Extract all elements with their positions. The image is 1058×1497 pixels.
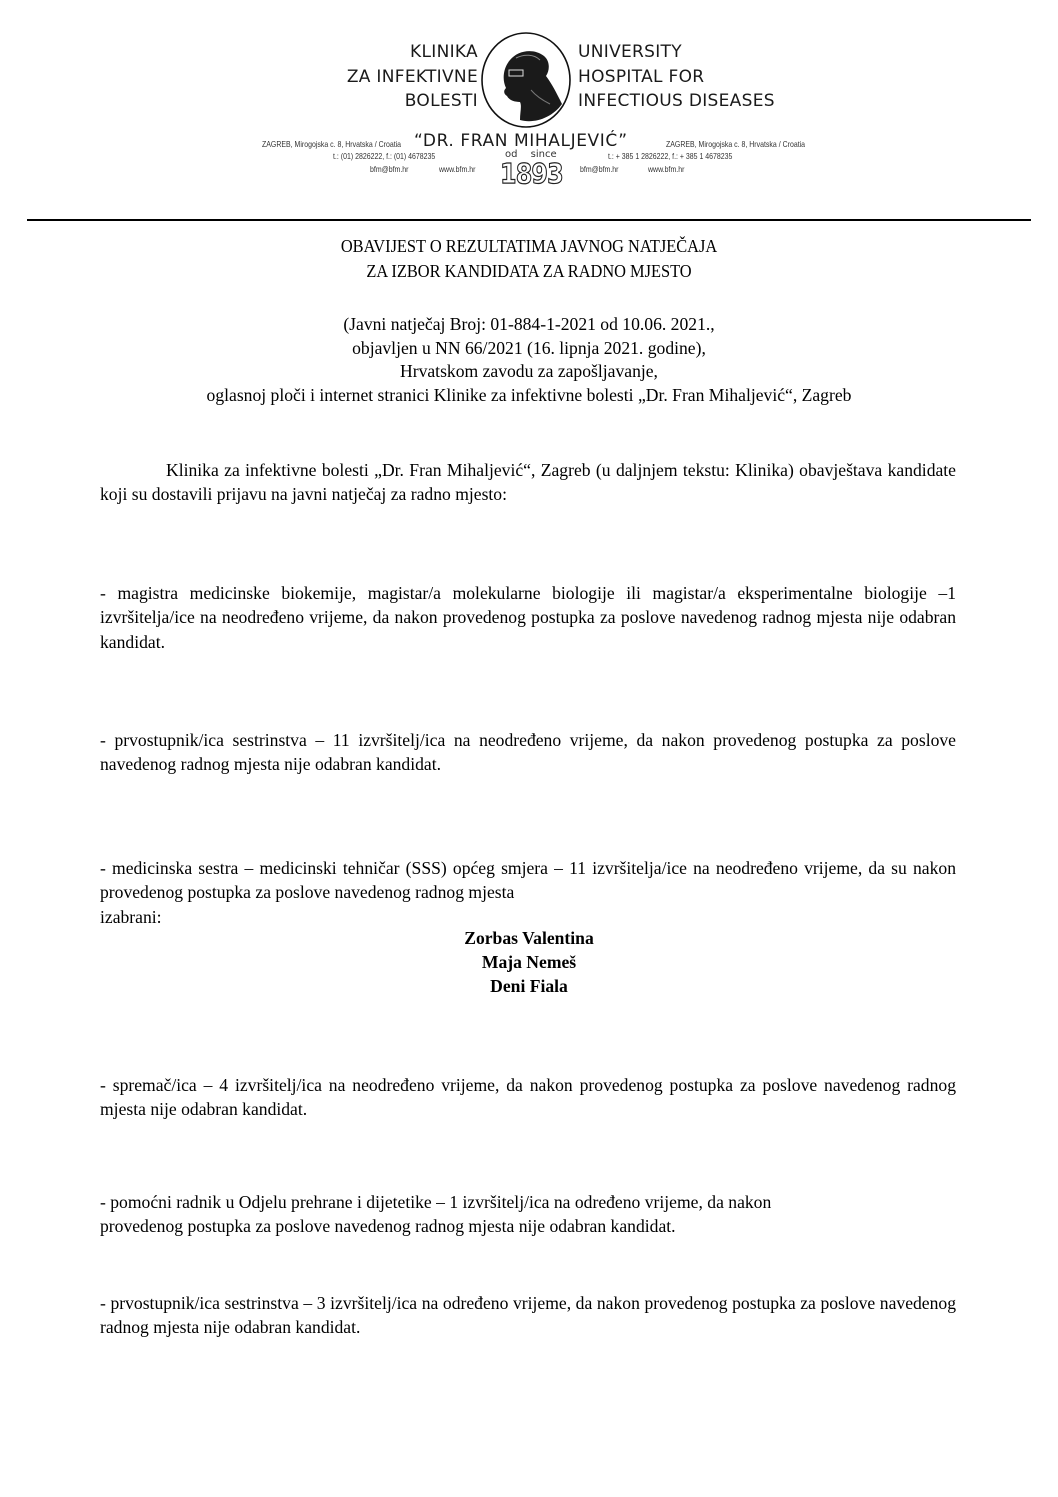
candidate-name: Deni Fiala: [490, 976, 568, 996]
letterhead-right-name: [578, 40, 838, 114]
right-phone: t.: + 385 1 2826222, f.: + 385 1 4678235: [608, 151, 733, 161]
header-divider: [27, 219, 1031, 221]
intro-paragraph: Klinika za infektivne bolesti „Dr. Fran Mihaljević“, Zagreb (u daljnjem tekstu: Klinika) obavještava kandidate koji su dostavili prijavu na javni natječaj za radno mjesto:: [100, 460, 956, 505]
candidate-name: Maja Nemeš: [481, 952, 577, 972]
position-item: - prvostupnik/ica sestrinstva – 3 izvršitelj/ica na određeno vrijeme, da nakon provedenog postupka za poslove navedenog radnog mjesta nije odabran kandidat.: [100, 1293, 956, 1338]
meta-line: (Javni natječaj Broj: 01-884-1-2021 od 10.06. 2021.,: [343, 314, 715, 334]
left-phone: t.: (01) 2826222, f.: (01) 4678235: [333, 151, 436, 161]
candidate-name: Zorbas Valentina: [464, 928, 594, 948]
position-item-text: - pomoćni radnik u Odjelu prehrane i dijetetike – 1 izvršitelj/ica na određeno vrijeme, da nakon: [100, 1192, 772, 1212]
letterhead-left-line: ZA INFEKTIVNE: [346, 66, 478, 87]
position-item-suffix: izabrani:: [100, 906, 162, 927]
letterhead-left-line: BOLESTI: [404, 91, 478, 111]
left-email-link[interactable]: bfm@bfm.hr: [370, 164, 409, 174]
right-email-link[interactable]: bfm@bfm.hr: [580, 164, 619, 174]
letterhead-left-name: [238, 40, 478, 114]
left-address: ZAGREB, Mirogojska c. 8, Hrvatska / Croatia: [262, 139, 402, 149]
letterhead-right-line: UNIVERSITY: [578, 42, 682, 62]
hospital-name: “DR. FRAN MIHALJEVIĆ”: [414, 131, 628, 151]
position-item-text: - medicinska sestra – medicinski tehničar (SSS) općeg smjera – 11 izvršitelja/ice na neodređeno vrijeme, da su nakon provedenog postupka za poslove navedenog radnog mjesta: [100, 858, 956, 903]
position-item: [100, 1190, 956, 1239]
letterhead-right-line: INFECTIOUS DISEASES: [578, 91, 775, 111]
position-item: - spremač/ica – 4 izvršitelj/ica na neodređeno vrijeme, da nakon provedenog postupka za poslove navedenog radnog mjesta nije odabran kandidat.: [100, 1075, 956, 1120]
competition-reference: [0, 312, 1058, 406]
od-since-label: od since: [505, 149, 557, 160]
right-web-link[interactable]: www.bfm.hr: [648, 164, 685, 174]
portrait-medallion-icon: [476, 30, 576, 130]
position-item: [100, 856, 956, 929]
meta-line: objavljen u NN 66/2021 (16. lipnja 2021. godine),: [352, 337, 706, 358]
position-item-text-line2: provedenog postupka za poslove navedenog radnog mjesta nije odabran kandidat.: [100, 1216, 676, 1237]
meta-line: Hrvatskom zavodu za zapošljavanje,: [400, 361, 658, 381]
selected-candidates: [0, 926, 1058, 998]
title-line: ZA IZBOR KANDIDATA ZA RADNO MJESTO: [366, 261, 692, 281]
founding-year: 1893: [500, 157, 563, 190]
right-address: ZAGREB, Mirogojska c. 8, Hrvatska / Croatia: [666, 139, 806, 149]
left-web-link[interactable]: www.bfm.hr: [439, 164, 476, 174]
position-item: - magistra medicinske biokemije, magistar/a molekularne biologije ili magistar/a eksperimentalne biologije –1 izvršitelja/ice na neodređeno vrijeme, da nakon provedenog postupka za poslove navedenog radnog mjesta nije odabran kandidat.: [100, 583, 956, 652]
letterhead-left-line: KLINIKA: [410, 42, 478, 62]
title-line: OBAVIJEST O REZULTATIMA JAVNOG NATJEČAJA: [340, 236, 718, 256]
position-item: - prvostupnik/ica sestrinstva – 11 izvršitelj/ica na neodređeno vrijeme, da nakon provedenog postupka za poslove navedenog radnog mjesta nije odabran kandidat.: [100, 730, 956, 775]
letterhead-right-line: HOSPITAL FOR: [578, 66, 705, 87]
document-title: [37, 234, 1021, 284]
meta-line: oglasnoj ploči i internet stranici Klinike za infektivne bolesti „Dr. Fran Mihaljević“, Zagreb: [206, 384, 852, 405]
